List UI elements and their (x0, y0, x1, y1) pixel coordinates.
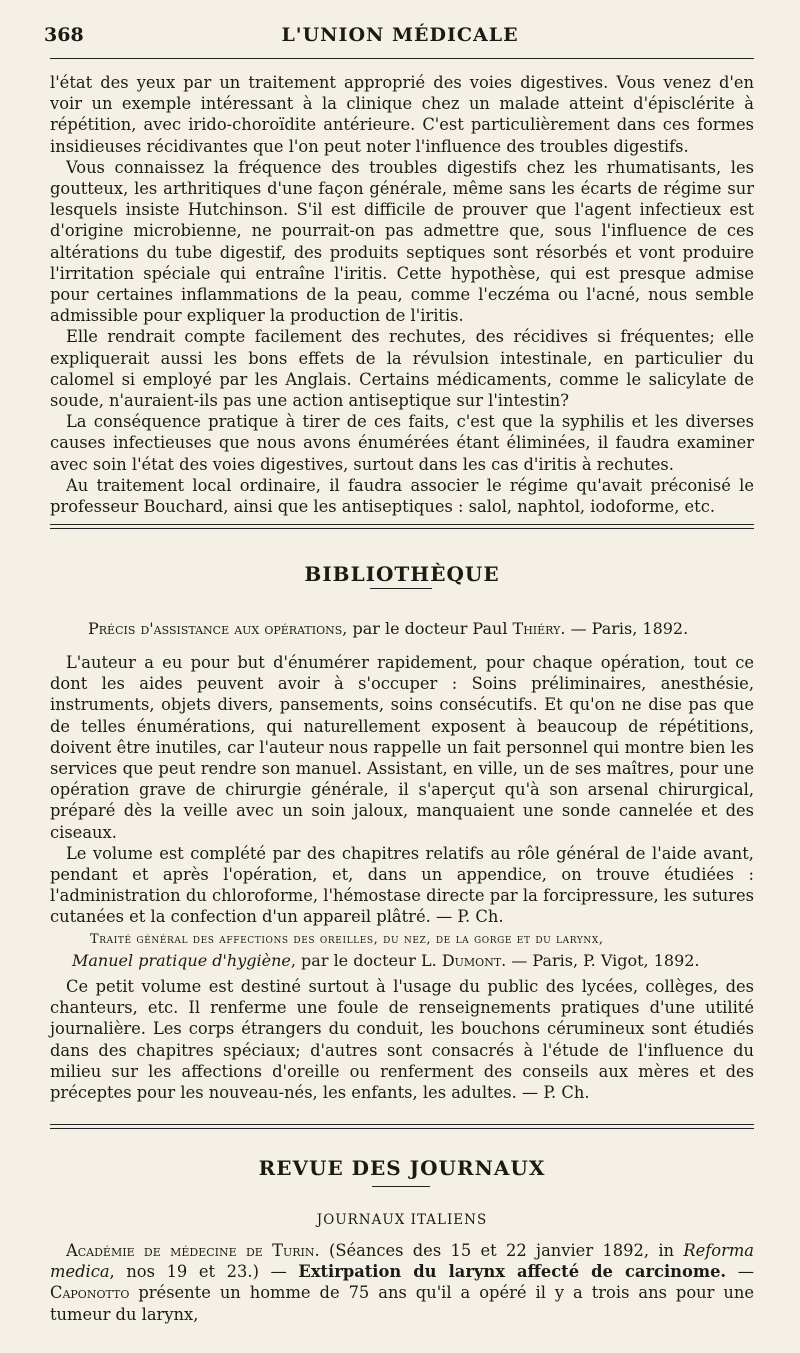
heading-underline (370, 588, 432, 589)
entry-text: présente un homme de 75 ans qu'il a opéré il y a trois ans pour une tumeur du larynx, (50, 1283, 754, 1324)
book1-title: Précis d'assistance aux opérations (88, 619, 343, 638)
entry-dash: — (726, 1262, 754, 1282)
article-continuation (50, 72, 754, 517)
journal-title: L'UNION MÉDICALE (281, 24, 519, 46)
article-paragraph: l'état des yeux par un traitement approprié des voies digestives. Vous venez d'en voir un exemple intéressant à la clinique chez un malade atteint d'épisclérite à répétition, avec irido-choroïdite antérieure. C'est particulièrement dans ces formes insidieuses récidivantes que l'on peut noter l'influence des troubles digestifs. (50, 73, 754, 156)
revue-subheading: JOURNAUX ITALIENS (316, 1212, 488, 1228)
book2-author-prefix: , par le docteur L. (290, 951, 442, 970)
academy-name: Académie de médecine de Turin. (66, 1241, 320, 1260)
journal-name: Reforma medica (50, 1241, 754, 1282)
heading-underline (372, 1186, 430, 1187)
article-paragraph: Au traitement local ordinaire, il faudra associer le régime qu'avait préconisé le professeur Bouchard, ainsi que les antiseptiques : salol, naphtol, iodoforme, etc. (50, 475, 754, 517)
entry-title: Extirpation du larynx affecté de carcinome. (298, 1262, 727, 1282)
page-number: 368 (44, 24, 84, 46)
entry-author: Caponotto (50, 1283, 130, 1303)
book2-author: Dumont (441, 951, 502, 970)
revue-heading: REVUE DES JOURNAUX (258, 1156, 546, 1180)
article-paragraph: La conséquence pratique à tirer de ces faits, c'est que la syphilis et les diverses causes infectieuses que nous avons énumérées étant éliminées, il faudra examiner avec soin l'état des voies digestives, surtout dans les cas d'iritis à rechutes. (50, 412, 754, 474)
article-paragraph: Vous connaissez la fréquence des troubles digestifs chez les rhumatisants, les goutteux, les arthritiques d'une façon générale, même sans les écarts de régime sur lesquels insiste Hutchinson. S'il est difficile de prouver que l'agent infectieux est d'origine microbienne, ne pourrait-on pas admettre que, sous l'influence de ces altérations du tube digestif, des produits septiques sont résorbés et vont produire l'irritation spéciale qui entraîne l'iritis. Cette hypothèse, qui est presque admise pour certaines inflammations de la peau, comme l'eczéma ou l'acné, nous semble admissible pour expliquer la production de l'iritis. (50, 157, 754, 326)
running-head (44, 24, 756, 48)
review-paragraph: L'auteur a eu pour but d'énumérer rapidement, pour chaque opération, tout ce dont les aides peuvent avoir à s'occuper : Soins préliminaires, anesthésie, instruments, objets divers, pansements, soins consécutifs. Et qu'on ne dise pas que de telles énumérations, qui naturellement exposent à beaucoup de répétitions, doivent être inutiles, car l'auteur nous rappelle un fait personnel qui montre bien les services que peut rendre son manuel. Assistant, en ville, un de ses maîtres, pour une opération grave de chirurgie générale, il s'aperçut qu'à son arsenal chirurgical, préparé dès la veille avec un soin jaloux, manquaient une sonde cannelée et des ciseaux. (50, 653, 754, 842)
book2-imprint: . — Paris, P. Vigot, 1892. (501, 951, 700, 970)
issue-info: , nos 19 et 23.) — (109, 1262, 299, 1282)
book1-review (50, 652, 754, 928)
book2-title: Traité général des affections des oreilles, du nez, de la gorge et du larynx, (90, 932, 604, 947)
book1-author-prefix: , par le docteur Paul (342, 619, 513, 638)
section-rule (50, 1124, 754, 1125)
article-paragraph: Elle rendrait compte facilement des rechutes, des récidives si fréquentes; elle expliquerait aussi les bons effets de la révulsion intestinale, en particulier du calomel si employé par les Anglais. Certains médicaments, comme le salicylate de soude, n'auraient-ils pas une action antiseptique sur l'intestin? (50, 327, 754, 411)
book1-citation (50, 618, 754, 639)
review-paragraph: Ce petit volume est destiné surtout à l'usage du public des lycées, collèges, des chanteurs, etc. Il renferme une foule de renseignements pratiques d'une utilité journalière. Les corps étrangers du conduit, les bouchons cérumineux sont étudiés dans des chapitres spéciaux; d'autres sont consacrés à l'étude de l'influence du milieu sur les affections d'oreille ou renferment des conseils aux mères et des préceptes pour les nouveau-nés, les enfants, les adultes. — P. Ch. (50, 977, 754, 1103)
section-rule-thin (50, 528, 754, 529)
bibliotheque-heading: BIBLIOTHÈQUE (304, 562, 500, 586)
header-rule (50, 58, 754, 59)
session-info: (Séances des 15 et 22 janvier 1892, in (319, 1241, 684, 1260)
revue-paragraph (50, 1240, 754, 1325)
book1-author: Thiéry (512, 619, 561, 638)
section-rule (50, 524, 754, 525)
book1-imprint: . — Paris, 1892. (560, 619, 689, 638)
revue-entry (50, 1240, 754, 1325)
review-paragraph: Le volume est complété par des chapitres relatifs au rôle général de l'aide avant, pendant et après l'opération, et, dans un appendice, on trouve étudiées : l'administration du chloroforme, l'hémostase directe par la forcipressure, les sutures cutanées et la confection d'un appareil plâtré. — P. Ch. (50, 843, 754, 927)
section-rule-thin (50, 1128, 754, 1129)
book2-subtitle: Manuel pratique d'hygiène (72, 951, 291, 970)
book2-citation (50, 929, 754, 971)
book2-review (50, 976, 754, 1103)
